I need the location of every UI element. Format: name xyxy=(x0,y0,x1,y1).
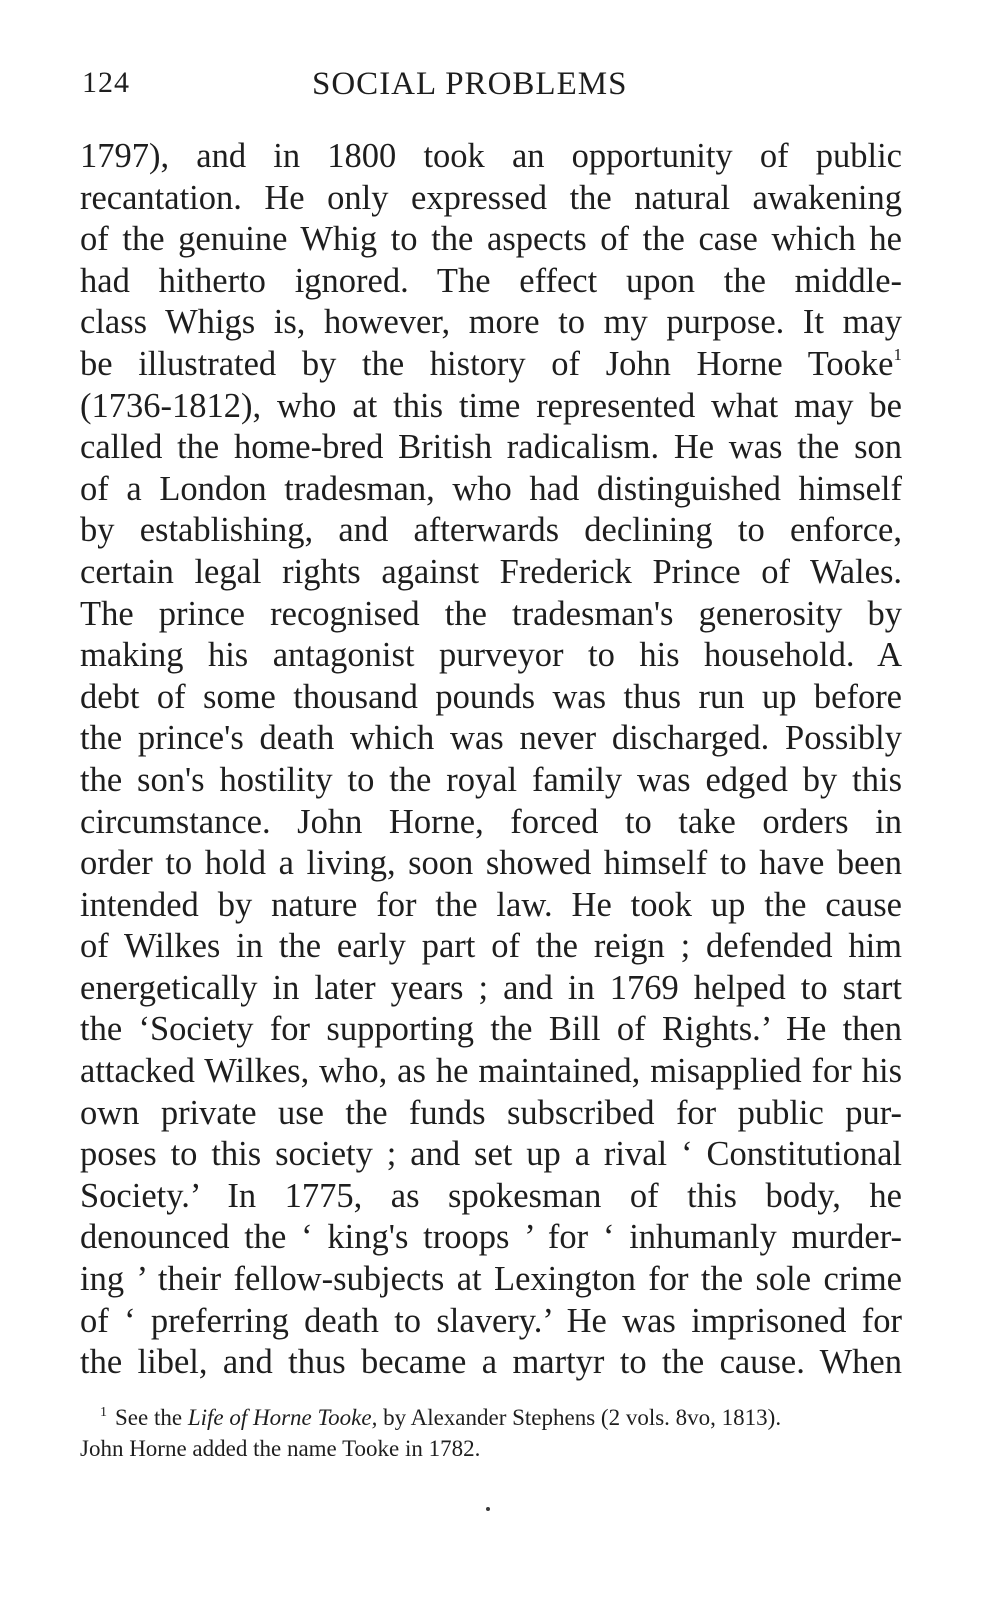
text-line: attacked Wilkes, who, as he maintained, misapplied for his xyxy=(80,1052,902,1091)
text-line: intended by nature for the law. He took up the cause xyxy=(80,885,902,924)
footnote-text: See the xyxy=(115,1405,188,1430)
text-line: order to hold a living, soon showed himself to have been xyxy=(80,844,902,883)
footnote xyxy=(80,1402,902,1464)
footnote-reference: 1 xyxy=(893,344,902,364)
text-line: of ‘ preferring death to slavery.’ He was imprisoned for xyxy=(80,1301,902,1340)
text-line: circumstance. John Horne, forced to take orders in xyxy=(80,802,902,841)
text-line: debt of some thousand pounds was thus run up before xyxy=(80,677,902,716)
text-line: recantation. He only expressed the natural awakening xyxy=(80,178,902,217)
page-header xyxy=(82,66,900,116)
text-line: had hitherto ignored. The effect upon the middle- xyxy=(80,261,902,300)
text-line: the ‘Society for supporting the Bill of Rights.’ He then xyxy=(80,1010,902,1049)
text-line: the son's hostility to the royal family was edged by this xyxy=(80,760,902,799)
footnote-book-title: Life of Horne Tooke, xyxy=(187,1405,378,1430)
text-line: 1797), and in 1800 took an opportunity of public xyxy=(80,137,902,175)
text-line: Society.’ In 1775, as spokesman of this body, he xyxy=(80,1176,902,1215)
text-line: energetically in later years ; and in 1769 helped to start xyxy=(80,968,902,1007)
text-line: making his antagonist purveyor to his household. A xyxy=(80,636,902,675)
text-line: by establishing, and afterwards declining to enforce, xyxy=(80,511,902,550)
text-line: of the genuine Whig to the aspects of the case which he xyxy=(80,220,902,259)
text-line: class Whigs is, however, more to my purpose. It may xyxy=(80,303,902,342)
text-line-with-footnote-ref xyxy=(80,344,902,386)
footnote-text: by Alexander Stephens (2 vols. 8vo, 1813). xyxy=(377,1405,782,1430)
text-line: denounced the ‘ king's troops ’ for ‘ inhumanly murder- xyxy=(80,1218,902,1257)
text-line: (1736-1812), who at this time represented what may be xyxy=(80,386,902,425)
text-line: poses to this society ; and set up a rival ‘ Constitutional xyxy=(80,1135,902,1174)
text-line: of Wilkes in the early part of the reign ; defended him xyxy=(80,927,902,966)
text-line: of a London tradesman, who had distinguished himself xyxy=(80,469,902,508)
text-line: the prince's death which was never discharged. Possibly xyxy=(80,719,902,758)
body-text xyxy=(80,136,902,1384)
footnote-number: 1 xyxy=(100,1405,107,1420)
text-line: The prince recognised the tradesman's generosity by xyxy=(80,594,902,633)
text-line: the libel, and thus became a martyr to the cause. When xyxy=(80,1343,902,1382)
running-head: SOCIAL PROBLEMS xyxy=(312,66,628,102)
page-mark-dot xyxy=(486,1507,490,1511)
text-line: called the home-bred British radicalism. He was the son xyxy=(80,428,902,467)
footnote-line xyxy=(80,1402,902,1433)
text-line: ing ’ their fellow-subjects at Lexington for the sole crime xyxy=(80,1260,902,1299)
page-number: 124 xyxy=(82,66,130,99)
text-line-content: be illustrated by the history of John Horne Tooke xyxy=(80,344,894,383)
footnote-line: John Horne added the name Tooke in 1782. xyxy=(80,1436,481,1461)
text-line: certain legal rights against Frederick Prince of Wales. xyxy=(80,552,902,591)
text-line: own private use the funds subscribed for public pur- xyxy=(80,1093,902,1132)
